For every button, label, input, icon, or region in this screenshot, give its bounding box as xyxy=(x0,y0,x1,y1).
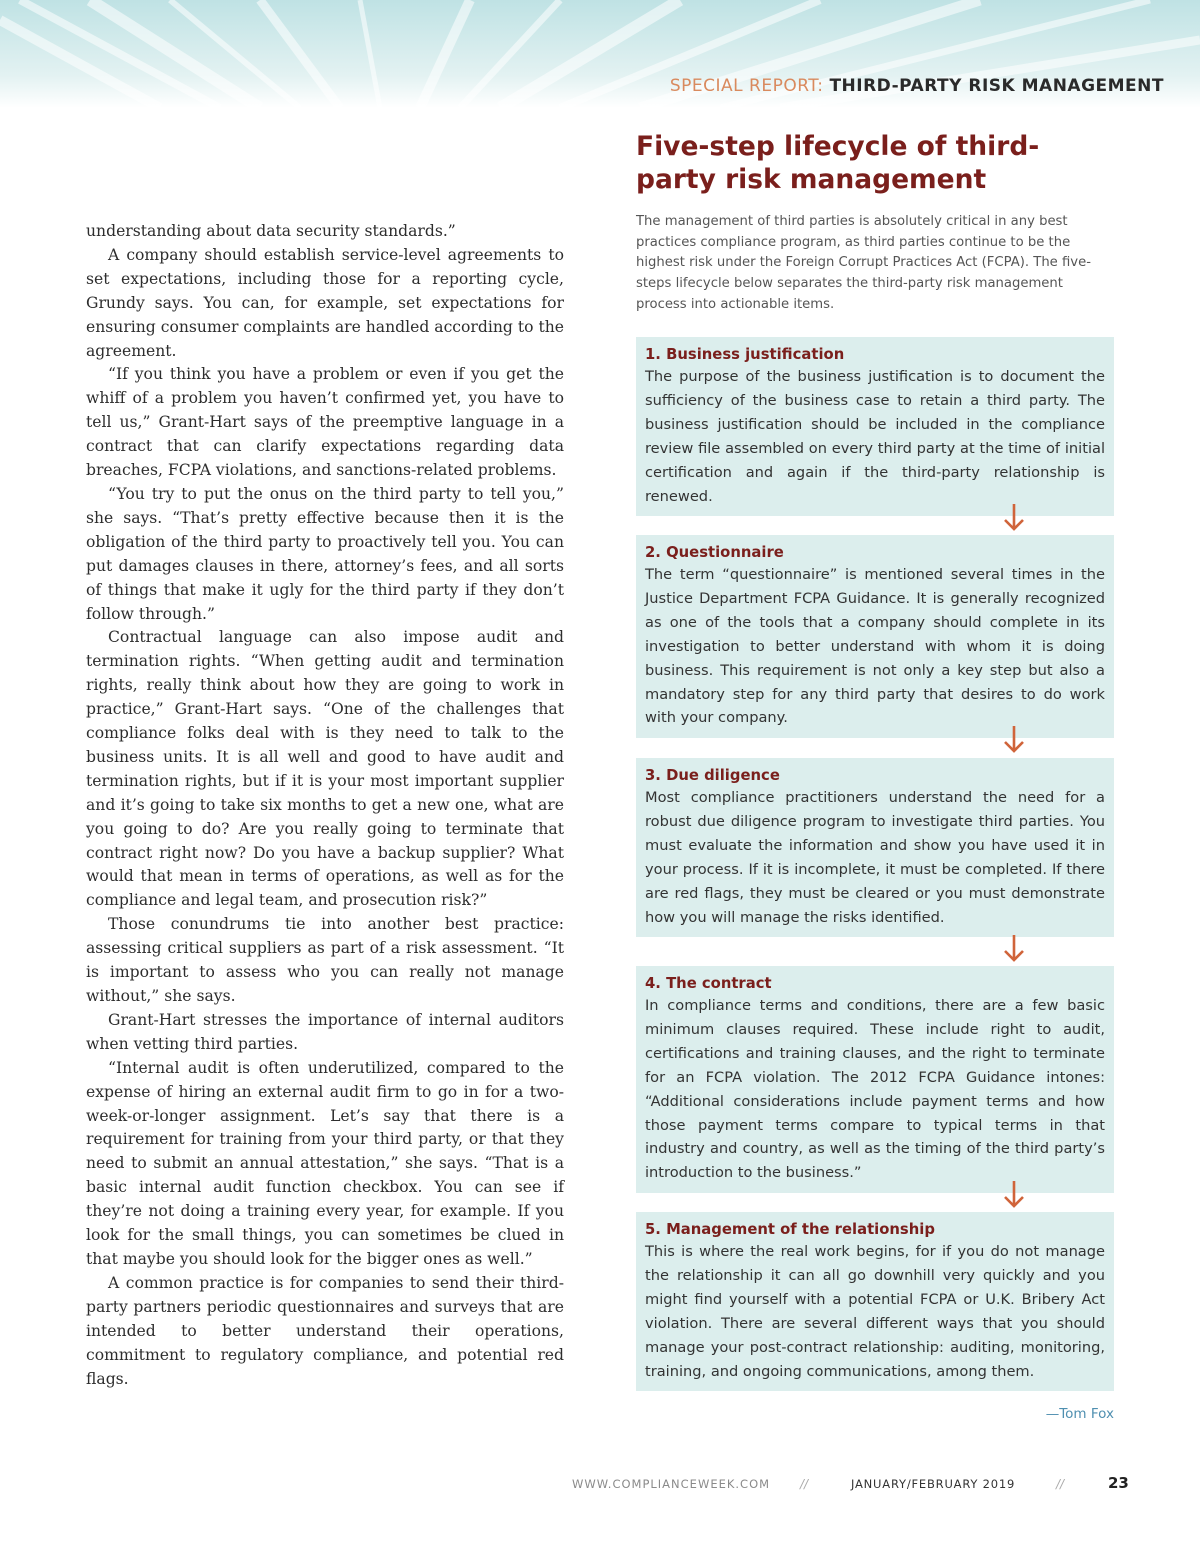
step-due-diligence xyxy=(636,758,1114,937)
article-paragraph: “Internal audit is often underutilized, compared to the expense of hiring an external audit firm to go in for a two-week-or-longer assignment. Let’s say that there is a requirement for training from your third party, or that they need to submit an annual attestation,” she says. “That is a basic internal audit function checkbox. You can see if they’re not doing a training every year, for example. If you look for the small things, you can sometimes be clued in that maybe you should look for the bigger ones as well.” xyxy=(86,1058,564,1268)
page-footer xyxy=(0,1474,1200,1494)
step-body: In compliance terms and conditions, there are a few basic minimum clauses required. These include right to audit, certifications and training clauses, and the right to terminate for an FCPA violation. The 2012 FCPA Guidance intones: “Additional considerations include payment terms and how those payment terms compare to typical terms in that industry and country, as well as the timing of the third party’s introduction to the business.” xyxy=(645,997,1105,1182)
section-topic: THIRD-PARTY RISK MANAGEMENT xyxy=(829,76,1164,96)
article-paragraph: A common practice is for companies to send their third-party partners periodic questionnaires and surveys that are intended to better understand their operations, commitment to regulatory compliance, and potential red flags. xyxy=(86,1273,564,1388)
footer-separator: // xyxy=(1056,1477,1065,1491)
article-paragraph: Contractual language can also impose audit and termination rights. “When getting audit and termination rights, really think about how they are going to work in practice,” Grant-Hart says. “One of the challenges that compliance folks deal with is they need to talk to the business units. It is all well and good to have audit and termination rights, but if it is your most important supplier and it’s going to take six months to get a new one, what are you going to do? Are you really going to terminate that contract right now? Do you have a backup supplier? What would that mean in terms of operations, as well as for the compliance and legal team, and prosecution risk?” xyxy=(86,628,564,910)
footer-separator: // xyxy=(800,1477,809,1491)
page-number: 23 xyxy=(1108,1474,1129,1492)
sidebar-intro: The management of third parties is absolutely critical in any best practices compliance program, as third parties continue to be the highest risk under the Foreign Corrupt Practices Act (FCPA). The five-steps lifecycle below separates the third-party risk management process into actionable items. xyxy=(636,214,1091,312)
article-paragraph: “If you think you have a problem or even if you get the whiff of a problem you haven’t confirmed yet, you have to tell us,” Grant-Hart says of the preemptive language in a contract that can clarify expectations regarding data breaches, FCPA violations, and sanctions-related problems. xyxy=(86,365,564,480)
footer-issue-date: JANUARY/FEBRUARY 2019 xyxy=(851,1477,1016,1491)
article-paragraph: A company should establish service-level agreements to set expectations, including those for a reporting cycle, Grundy says. You can, for example, set expectations for ensuring consumer complaints are handled according to the agreement. xyxy=(86,245,564,360)
step-heading: 2. Questionnaire xyxy=(645,544,784,561)
arrow-down-icon xyxy=(1002,1179,1026,1209)
article-paragraph: “You try to put the onus on the third party to tell you,” she says. “That’s pretty effective because then it is the obligation of the third party to proactively tell you. You can put damages clauses in there, attorney’s fees, and all sorts of things that make it ugly for the third party if they don’t follow through.” xyxy=(86,484,564,623)
step-body: The term “questionnaire” is mentioned several times in the Justice Department FCPA Guidance. It is generally recognized as one of the tools that a company should complete in its investigation to better understand with whom it is doing business. This requirement is not only a key step but also a mandatory step for any third party that desires to do work with your company. xyxy=(645,566,1105,727)
step-body: This is where the real work begins, for if you do not manage the relationship it can all go downhill very quickly and you might find yourself with a potential FCPA or U.K. Bribery Act violation. There are several different ways that you should manage your post-contract relationship: auditing, monitoring, training, and ongoing communications, among them. xyxy=(645,1243,1105,1380)
step-business-justification xyxy=(636,337,1114,516)
step-management-of-relationship xyxy=(636,1212,1114,1391)
arrow-down-icon xyxy=(1002,724,1026,754)
step-heading: 1. Business justification xyxy=(645,346,845,363)
step-heading: 4. The contract xyxy=(645,975,772,992)
sidebar-byline: —Tom Fox xyxy=(1045,1406,1114,1422)
arrow-down-icon xyxy=(1002,933,1026,963)
article-paragraph: Grant-Hart stresses the importance of internal auditors when vetting third parties. xyxy=(86,1010,564,1053)
sidebar-title: Five-step lifecycle of third-party risk management xyxy=(636,131,1040,195)
article-paragraph: Those conundrums tie into another best practice: assessing critical suppliers as part of a risk assessment. “It is important to assess who you can really not manage without,” she says. xyxy=(86,915,564,1005)
step-questionnaire xyxy=(636,535,1114,738)
footer-website: WWW.COMPLIANCEWEEK.COM xyxy=(572,1477,771,1491)
article-body xyxy=(86,220,564,1391)
step-body: Most compliance practitioners understand the need for a robust due diligence program to investigate third parties. You must evaluate the information and show you have used it in your process. If it is incomplete, it must be completed. If there are red flags, they must be cleared or you must demonstrate how you will manage the risks identified. xyxy=(645,789,1105,926)
step-body: The purpose of the business justification is to document the sufficiency of the business case to retain a third party. The business justification should be included in the compliance review file assembled on every third party at the time of initial certification and again if the third-party relationship is renewed. xyxy=(645,368,1105,505)
arrow-down-icon xyxy=(1002,502,1026,532)
article-paragraph: understanding about data security standards.” xyxy=(86,222,456,240)
step-the-contract xyxy=(636,966,1114,1193)
section-header xyxy=(670,76,1164,96)
step-heading: 3. Due diligence xyxy=(645,767,780,784)
step-heading: 5. Management of the relationship xyxy=(645,1221,935,1238)
section-prefix: SPECIAL REPORT: xyxy=(669,76,824,96)
